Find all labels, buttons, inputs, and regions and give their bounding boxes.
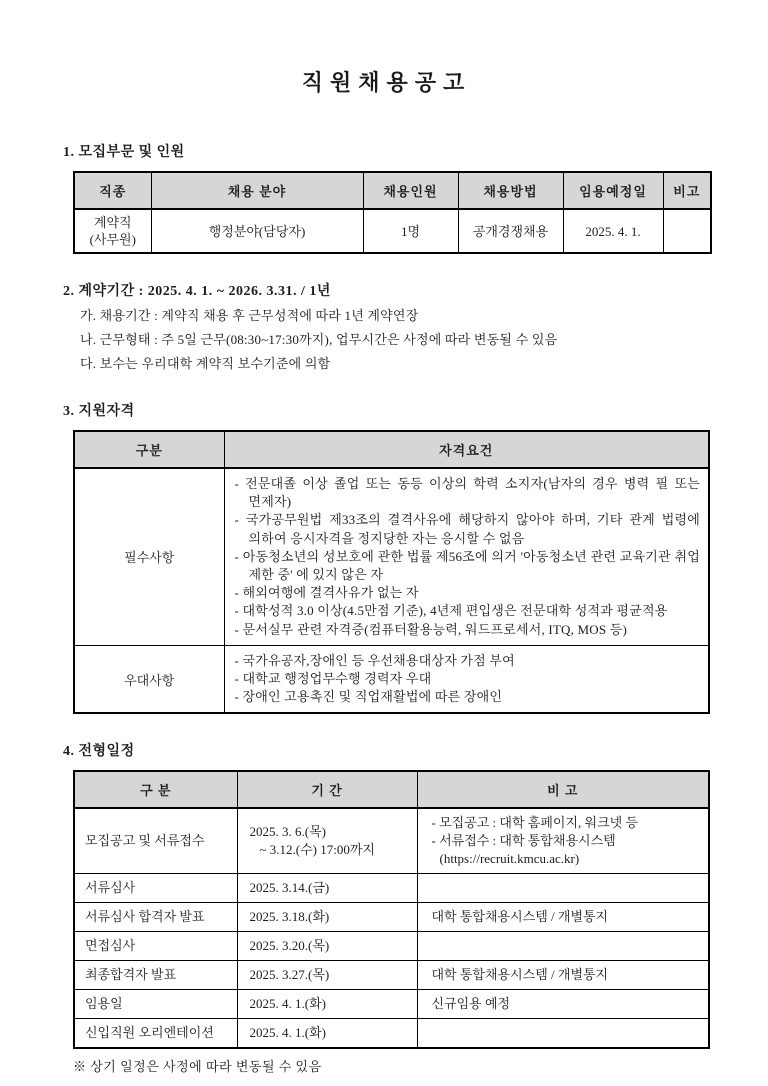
cell-period: 2025. 3.18.(화) bbox=[237, 903, 417, 932]
cell-period: 2025. 3.20.(목) bbox=[237, 932, 417, 961]
job-type-line2: (사무원) bbox=[89, 232, 136, 247]
cell-stage: 면접심사 bbox=[74, 932, 237, 961]
schedule-table bbox=[73, 770, 710, 1049]
col-header-requirements: 자격요건 bbox=[224, 431, 709, 468]
section-4-heading: 4. 전형일정 bbox=[63, 744, 135, 760]
cell-preferred-label: 우대사항 bbox=[74, 645, 224, 713]
table-row bbox=[74, 1019, 709, 1049]
cell-period: 2025. 4. 1.(화) bbox=[237, 1019, 417, 1049]
cell-remarks: 신규임용 예정 bbox=[417, 990, 709, 1019]
cell-stage: 최종합격자 발표 bbox=[74, 961, 237, 990]
cell-required-items bbox=[224, 468, 709, 645]
col-header-headcount: 채용인원 bbox=[363, 172, 458, 209]
requirement-item: - 해외여행에 결격사유가 없는 자 bbox=[234, 585, 419, 601]
col-header-method: 채용방법 bbox=[458, 172, 563, 209]
table-row bbox=[74, 209, 711, 253]
cell-start-date: 2025. 4. 1. bbox=[563, 209, 663, 253]
qualifications-table bbox=[73, 430, 710, 714]
cell-period: 2025. 3.27.(목) bbox=[237, 961, 417, 990]
cell-method: 공개경쟁채용 bbox=[458, 209, 563, 253]
cell-preferred-items bbox=[224, 645, 709, 713]
section-3-heading: 3. 지원자격 bbox=[63, 404, 135, 419]
cell-headcount: 1명 bbox=[363, 209, 458, 253]
requirement-item: - 문서실무 관련 자격증(컴퓨터활용능력, 워드프로세서, ITQ, MOS 등) bbox=[234, 621, 628, 637]
cell-period: 2025. 4. 1.(화) bbox=[237, 990, 417, 1019]
section-1-heading: 1. 모집부문 및 인원 bbox=[63, 145, 185, 160]
col-header-stage: 구 분 bbox=[74, 771, 237, 808]
table-row bbox=[74, 932, 709, 961]
table-row bbox=[74, 874, 709, 903]
cell-stage: 서류심사 bbox=[74, 874, 237, 903]
remark-line: - 모집공고 : 대학 홈페이지, 워크넷 등 bbox=[431, 815, 639, 831]
col-header-remarks: 비 고 bbox=[417, 771, 709, 808]
list-item: 다. 보수는 우리대학 계약직 보수기준에 의함 bbox=[80, 356, 331, 371]
table-row bbox=[74, 990, 709, 1019]
section-2-heading: 2. 계약기간 : 2025. 4. 1. ~ 2026. 3.31. / 1년 bbox=[63, 284, 331, 299]
recruit-overview-table bbox=[73, 171, 712, 254]
table-header-row bbox=[74, 172, 711, 209]
cell-stage: 모집공고 및 서류접수 bbox=[74, 808, 237, 874]
table-row bbox=[74, 903, 709, 932]
cell-note bbox=[663, 209, 711, 253]
requirement-item: - 전문대졸 이상 졸업 또는 동등 이상의 학력 소지자(남자의 경우 병력 필 또는 면제자) bbox=[234, 476, 700, 510]
col-header-field: 채용 분야 bbox=[151, 172, 363, 209]
table-header-row bbox=[74, 431, 709, 468]
requirement-item: - 국가공무원법 제33조의 결격사유에 해당하지 않아야 하며, 기타 관계 법령에 의하여 응시자격을 정지당한 자는 응시할 수 없음 bbox=[234, 512, 700, 546]
list-item: 가. 채용기간 : 계약직 채용 후 근무성적에 따라 1년 계약연장 bbox=[80, 308, 419, 323]
page-title: 직원채용공고 bbox=[301, 70, 472, 95]
cell-remarks: 대학 통합채용시스템 / 개별통지 bbox=[417, 903, 709, 932]
cell-stage: 임용일 bbox=[74, 990, 237, 1019]
requirement-item: - 아동청소년의 성보호에 관한 법률 제56조에 의거 '아동청소년 관련 교육기관 취업 제한 중' 에 있지 않은 자 bbox=[234, 548, 700, 583]
table-row bbox=[74, 808, 709, 874]
cell-remarks bbox=[417, 932, 709, 961]
cell-required-label: 필수사항 bbox=[74, 468, 224, 645]
cell-remarks: 대학 통합채용시스템 / 개별통지 bbox=[417, 961, 709, 990]
cell-job-type bbox=[74, 209, 151, 253]
contract-terms-list bbox=[80, 304, 710, 376]
preference-item: - 국가유공자,장애인 등 우선채용대상자 가점 부여 bbox=[234, 652, 515, 668]
period-line2: ~ 3.12.(수) 17:00까지 bbox=[259, 842, 375, 858]
col-header-start-date: 임용예정일 bbox=[563, 172, 663, 209]
job-type-line1: 계약직 bbox=[93, 215, 132, 230]
preference-item: - 장애인 고용촉진 및 직업재활법에 따른 장애인 bbox=[234, 689, 503, 705]
cell-stage: 신입직원 오리엔테이션 bbox=[74, 1019, 237, 1049]
schedule-footnote: ※ 상기 일정은 사정에 따라 변동될 수 있음 bbox=[73, 1059, 322, 1075]
cell-field: 행정분야(담당자) bbox=[151, 209, 363, 253]
remark-line: - 서류접수 : 대학 통합채용시스템 bbox=[431, 833, 616, 849]
table-row bbox=[74, 468, 709, 645]
preference-item: - 대학교 행정업무수행 경력자 우대 bbox=[234, 671, 432, 687]
requirement-item: - 대학성적 3.0 이상(4.5만점 기준), 4년제 편입생은 전문대학 성적과 평균적용 bbox=[234, 603, 668, 619]
col-header-period: 기 간 bbox=[237, 771, 417, 808]
col-header-note: 비고 bbox=[663, 172, 711, 209]
cell-remarks bbox=[417, 808, 709, 874]
table-header-row bbox=[74, 771, 709, 808]
cell-remarks bbox=[417, 1019, 709, 1049]
table-row bbox=[74, 961, 709, 990]
cell-remarks bbox=[417, 874, 709, 903]
cell-period: 2025. 3.14.(금) bbox=[237, 874, 417, 903]
col-header-job-type: 직종 bbox=[74, 172, 151, 209]
cell-stage: 서류심사 합격자 발표 bbox=[74, 903, 237, 932]
table-row bbox=[74, 645, 709, 713]
cell-period bbox=[237, 808, 417, 874]
remark-line-url: (https://recruit.kmcu.ac.kr) bbox=[439, 851, 580, 867]
list-item: 나. 근무형태 : 주 5일 근무(08:30~17:30까지), 업무시간은 사정에 따라 변동될 수 있음 bbox=[80, 332, 558, 347]
col-header-category: 구분 bbox=[74, 431, 224, 468]
period-line1: 2025. 3. 6.(목) bbox=[249, 824, 326, 840]
